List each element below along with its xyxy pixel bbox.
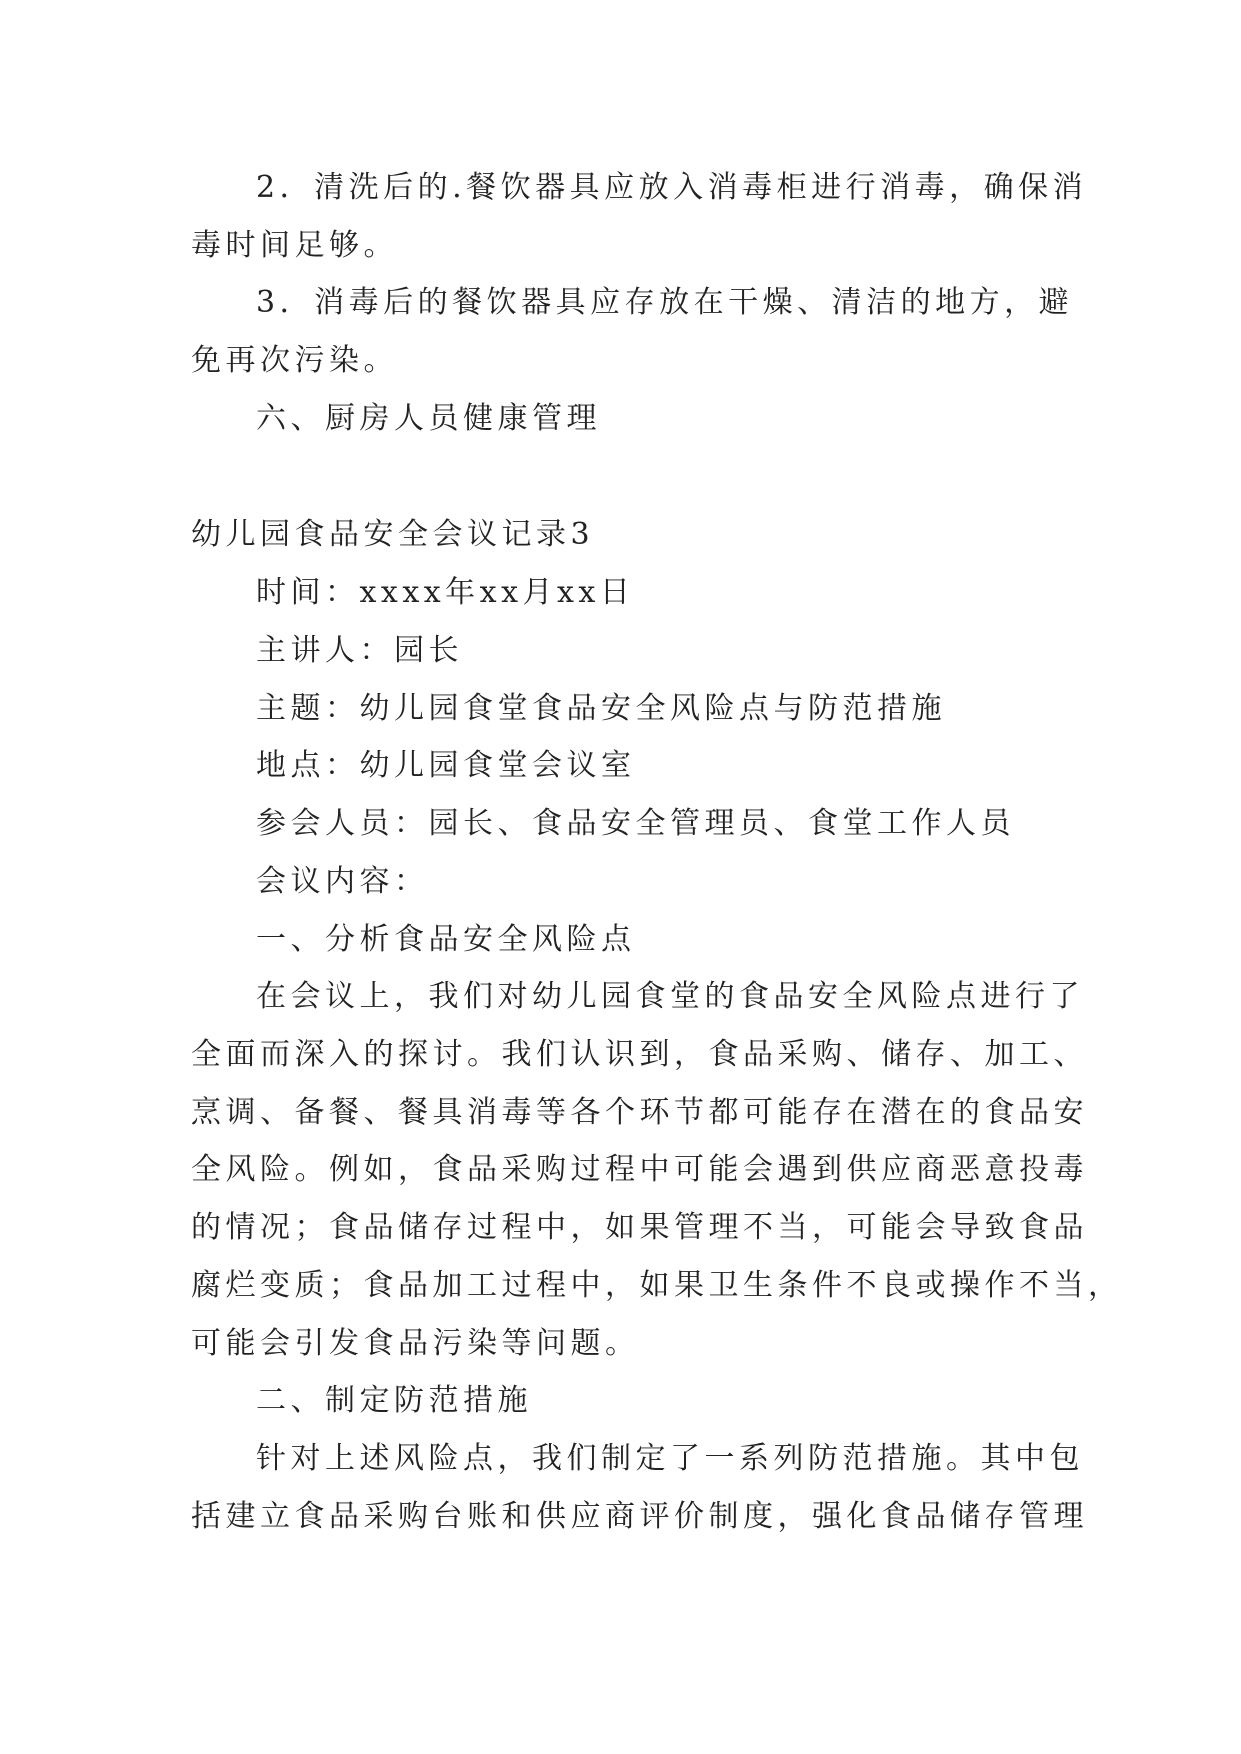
paragraph-line: 毒时间足够。	[191, 228, 398, 263]
meeting-location: 地点：幼儿园食堂会议室	[256, 748, 636, 783]
section-heading: 一、分析食品安全风险点	[256, 922, 636, 957]
paragraph-line: 腐烂变质；食品加工过程中，如果卫生条件不良或操作不当，	[191, 1268, 1123, 1303]
paragraph-line: 烹调、备餐、餐具消毒等各个环节都可能存在潜在的食品安	[191, 1095, 1088, 1130]
paragraph-line: 针对上述风险点，我们制定了一系列防范措施。其中包	[256, 1441, 1084, 1476]
paragraph-line: 全风险。例如，食品采购过程中可能会遇到供应商恶意投毒	[191, 1152, 1088, 1187]
paragraph-line: 括建立食品采购台账和供应商评价制度，强化食品储存管理	[191, 1499, 1088, 1534]
meeting-speaker: 主讲人：园长	[256, 633, 463, 668]
meeting-content-label: 会议内容：	[256, 864, 429, 899]
paragraph-line: 3．消毒后的餐饮器具应存放在干燥、清洁的地方，避	[256, 285, 1074, 320]
paragraph-line: 的情况；食品储存过程中，如果管理不当，可能会导致食品	[191, 1210, 1088, 1245]
meeting-time: 时间：xxxx年xx月xx日	[256, 575, 635, 610]
paragraph-line: 2．清洗后的.餐饮器具应放入消毒柜进行消毒，确保消	[256, 170, 1088, 205]
section-heading: 六、厨房人员健康管理	[256, 401, 601, 436]
paragraph-line: 全面而深入的探讨。我们认识到，食品采购、储存、加工、	[191, 1037, 1088, 1072]
meeting-topic: 主题：幼儿园食堂食品安全风险点与防范措施	[256, 691, 946, 726]
document-title: 幼儿园食品安全会议记录3	[191, 517, 595, 552]
meeting-attendees: 参会人员：园长、食品安全管理员、食堂工作人员	[256, 806, 1015, 841]
paragraph-line: 在会议上，我们对幼儿园食堂的食品安全风险点进行了	[256, 979, 1084, 1014]
paragraph-line: 可能会引发食品污染等问题。	[191, 1326, 640, 1361]
paragraph-line: 免再次污染。	[191, 343, 398, 378]
section-heading: 二、制定防范措施	[256, 1383, 532, 1418]
